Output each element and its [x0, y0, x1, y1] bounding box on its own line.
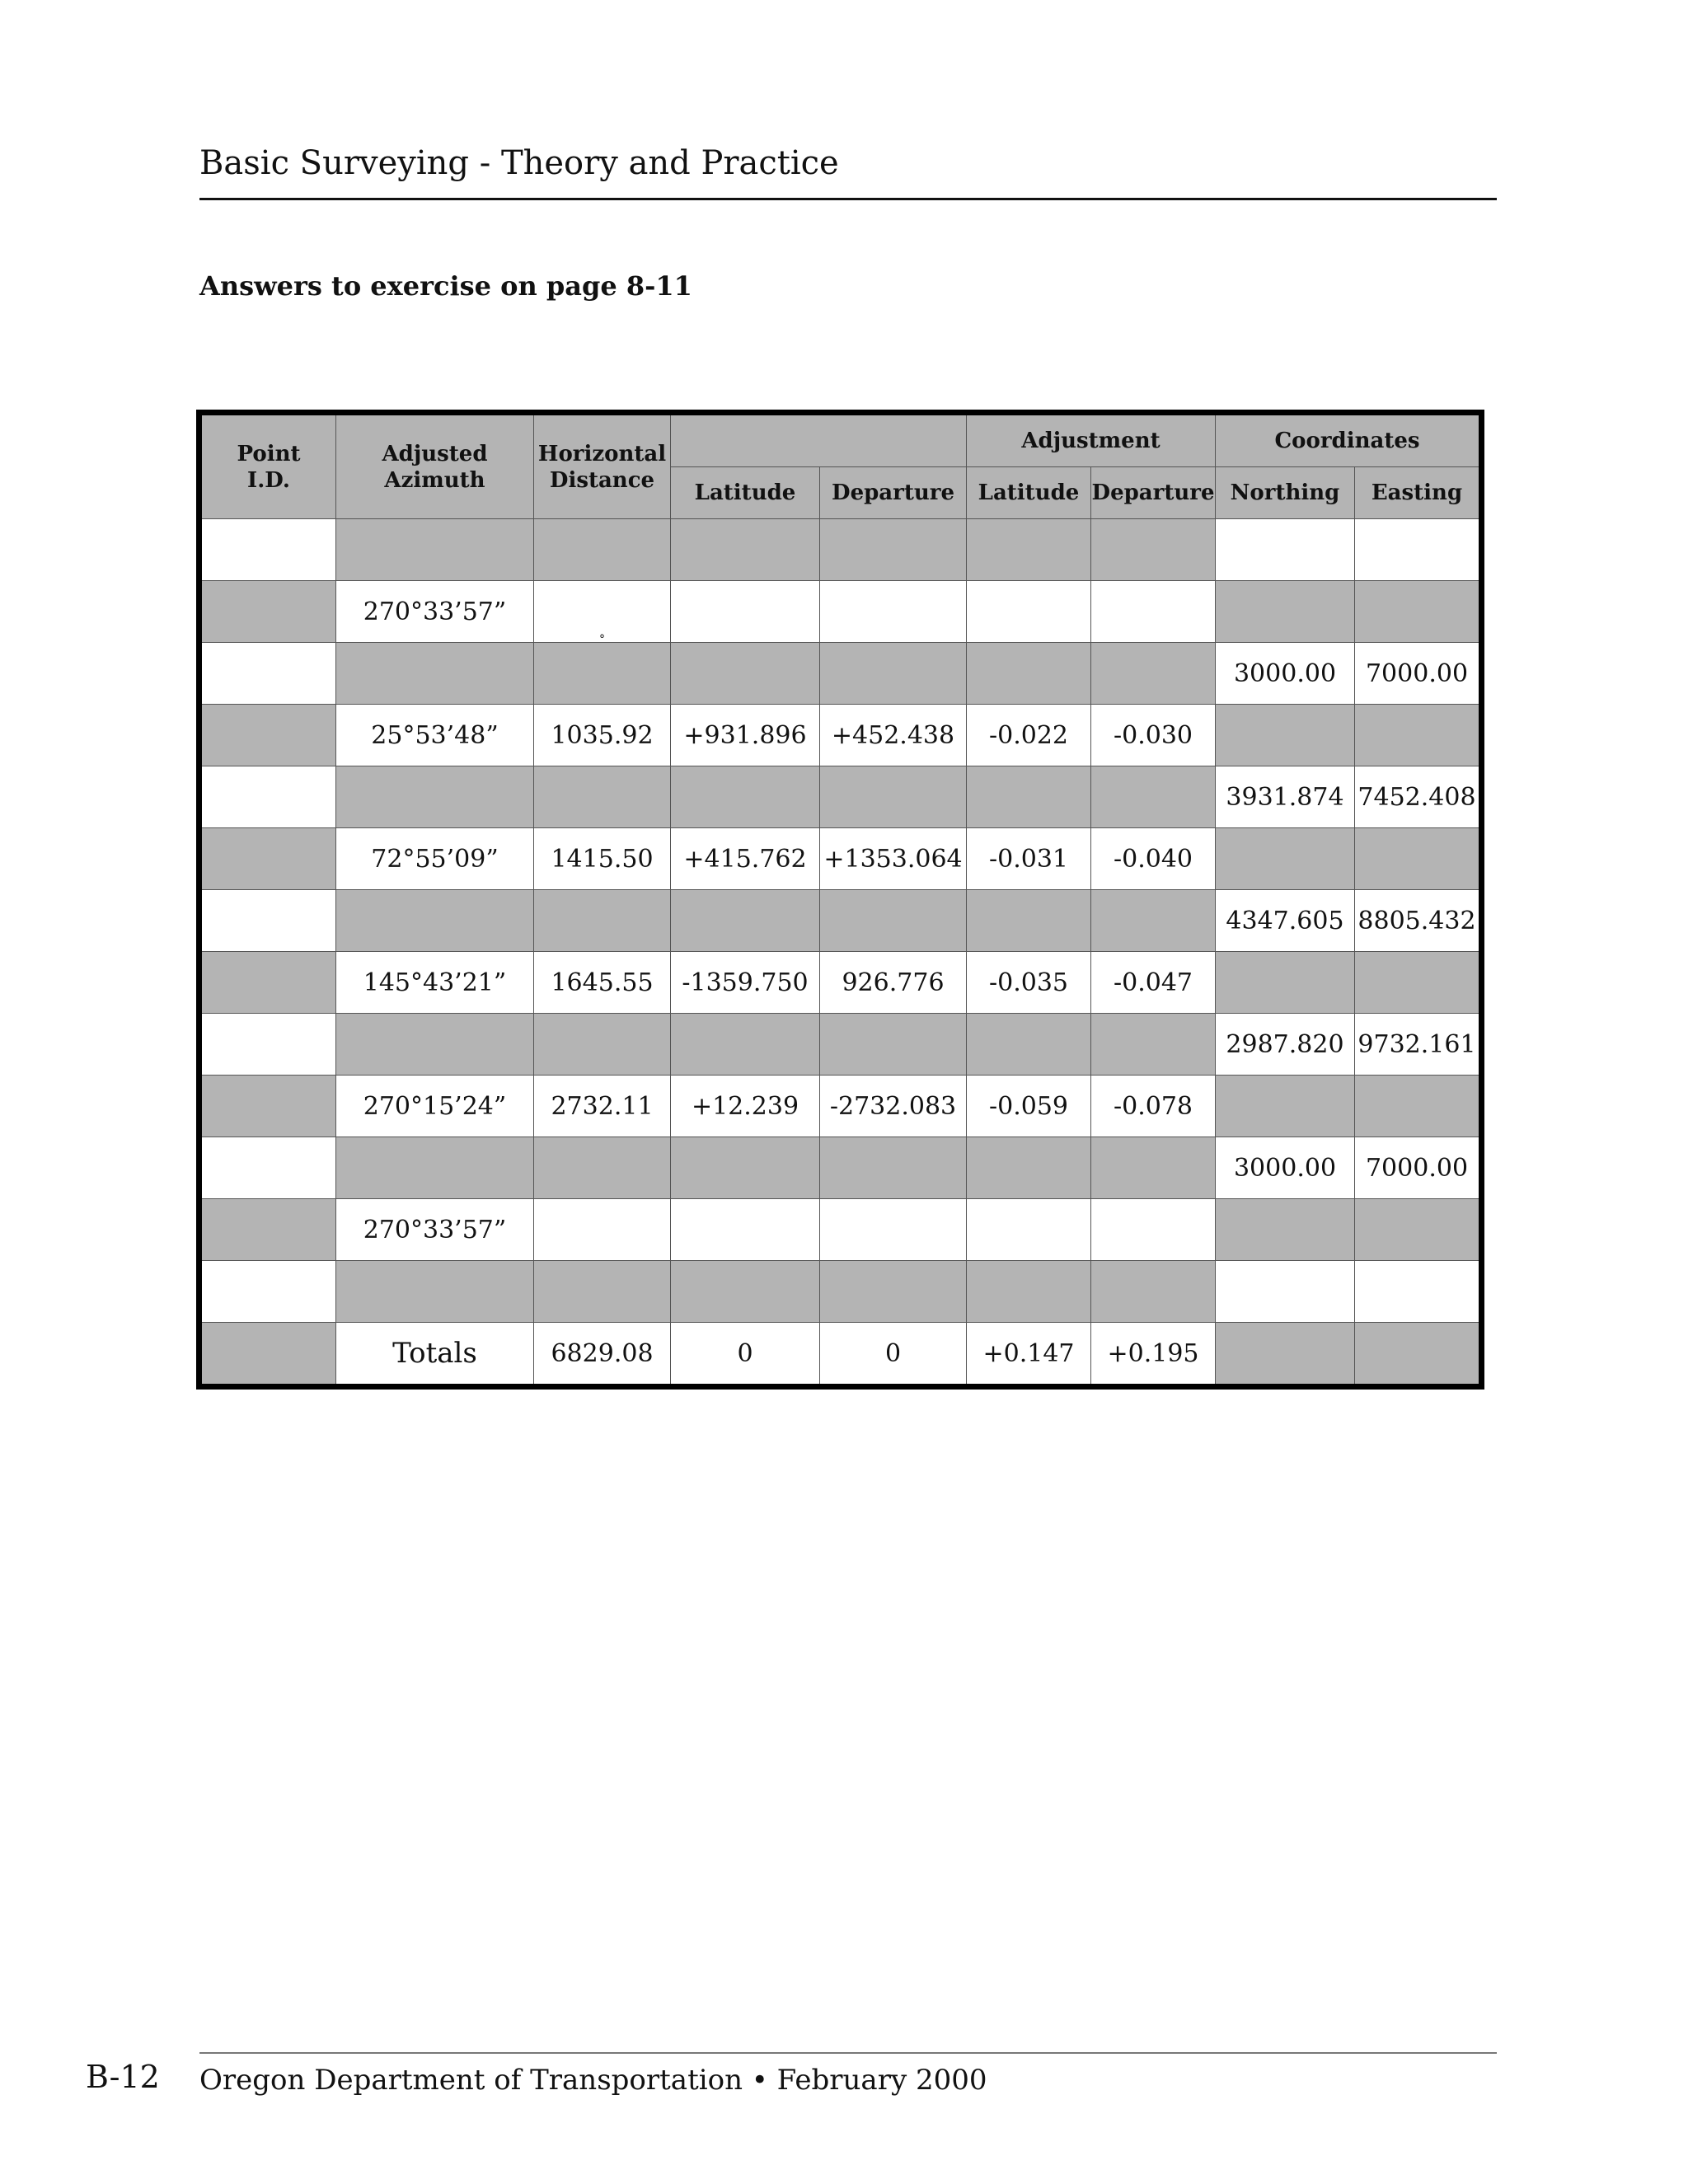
- cell-easting: 9732.161: [1355, 1014, 1482, 1076]
- cell-distance: [534, 643, 671, 705]
- cell-northing: 3000.00: [1216, 1137, 1355, 1199]
- cell-adj-latitude: [967, 643, 1091, 705]
- cell-easting: [1355, 705, 1482, 766]
- cell-distance: [534, 1199, 671, 1261]
- cell-latitude: [671, 1014, 820, 1076]
- cell-point-id: [199, 828, 336, 890]
- cell-point-id: [199, 519, 336, 581]
- cell-point-id: [199, 952, 336, 1014]
- cell-easting: [1355, 1323, 1482, 1387]
- cell-adj-latitude: [967, 1137, 1091, 1199]
- cell-distance: 1415.50: [534, 828, 671, 890]
- cell-adj-departure: [1091, 1199, 1216, 1261]
- cell-northing: [1216, 952, 1355, 1014]
- cell-adj-departure: [1091, 519, 1216, 581]
- cell-easting: [1355, 1261, 1482, 1323]
- totals-label: Totals: [336, 1323, 534, 1387]
- cell-northing: 4347.605: [1216, 890, 1355, 952]
- cell-latitude: [671, 519, 820, 581]
- cell-adj-departure: -0.030: [1091, 705, 1216, 766]
- cell-departure: [820, 643, 967, 705]
- cell-northing: [1216, 519, 1355, 581]
- cell-northing: [1216, 828, 1355, 890]
- header-adjustment: Adjustment: [967, 413, 1216, 467]
- cell-adj-latitude: [967, 1199, 1091, 1261]
- totals-departure: 0: [820, 1323, 967, 1387]
- cell-azimuth: [336, 519, 534, 581]
- cell-adj-latitude: -0.035: [967, 952, 1091, 1014]
- table-row: [199, 1261, 1482, 1323]
- cell-departure: [820, 1137, 967, 1199]
- header-latitude: Latitude: [671, 467, 820, 519]
- cell-adj-departure: [1091, 581, 1216, 643]
- cell-adj-latitude: -0.031: [967, 828, 1091, 890]
- table-row: [199, 1137, 1482, 1199]
- cell-latitude: [671, 643, 820, 705]
- cell-easting: [1355, 952, 1482, 1014]
- cell-northing: [1216, 705, 1355, 766]
- table-body: [199, 519, 1482, 1387]
- cell-distance: [534, 519, 671, 581]
- cell-latitude: [671, 1261, 820, 1323]
- cell-point-id: [199, 1076, 336, 1137]
- cell-point-id: [199, 581, 336, 643]
- cell-latitude: [671, 766, 820, 828]
- cell-adj-latitude: -0.022: [967, 705, 1091, 766]
- cell-northing: [1216, 1323, 1355, 1387]
- cell-easting: 8805.432: [1355, 890, 1482, 952]
- cell-azimuth: [336, 1261, 534, 1323]
- cell-easting: 7000.00: [1355, 1137, 1482, 1199]
- cell-northing: 3000.00: [1216, 643, 1355, 705]
- table-row: [199, 766, 1482, 828]
- page-header: [199, 140, 1497, 200]
- footer-rule: [199, 2052, 1497, 2054]
- cell-easting: [1355, 519, 1482, 581]
- table-row: [199, 952, 1482, 1014]
- cell-easting: [1355, 828, 1482, 890]
- footer-text: Oregon Department of Transportation • February 2000: [199, 2064, 987, 2097]
- cell-northing: [1216, 1261, 1355, 1323]
- cell-adj-departure: [1091, 1261, 1216, 1323]
- totals-row: [199, 1323, 1482, 1387]
- cell-distance: [534, 766, 671, 828]
- cell-latitude: [671, 581, 820, 643]
- cell-distance: [534, 1014, 671, 1076]
- cell-adj-departure: -0.040: [1091, 828, 1216, 890]
- cell-point-id: [199, 1261, 336, 1323]
- totals-latitude: 0: [671, 1323, 820, 1387]
- cell-easting: [1355, 1076, 1482, 1137]
- header-adjusted-azimuth: Adjusted Azimuth: [336, 413, 534, 519]
- cell-latitude: [671, 1137, 820, 1199]
- cell-latitude: [671, 1199, 820, 1261]
- cell-point-id: [199, 1014, 336, 1076]
- cell-point-id: [199, 890, 336, 952]
- cell-adj-latitude: [967, 581, 1091, 643]
- header-coordinates: Coordinates: [1216, 413, 1482, 467]
- table-row: [199, 890, 1482, 952]
- header-point-id: Point I.D.: [199, 413, 336, 519]
- cell-departure: +1353.064: [820, 828, 967, 890]
- cell-adj-departure: [1091, 1014, 1216, 1076]
- cell-departure: 926.776: [820, 952, 967, 1014]
- cell-departure: -2732.083: [820, 1076, 967, 1137]
- cell-distance: 1645.55: [534, 952, 671, 1014]
- cell-point-id: [199, 643, 336, 705]
- cell-azimuth: [336, 766, 534, 828]
- cell-azimuth: 25°53’48”: [336, 705, 534, 766]
- header-adj-latitude: Latitude: [967, 467, 1091, 519]
- cell-distance: 2732.11: [534, 1076, 671, 1137]
- cell-adj-departure: [1091, 766, 1216, 828]
- table-row: [199, 519, 1482, 581]
- cell-northing: [1216, 1076, 1355, 1137]
- table-row: [199, 643, 1482, 705]
- cell-azimuth: 72°55’09”: [336, 828, 534, 890]
- cell-azimuth: 145°43’21”: [336, 952, 534, 1014]
- table-row: [199, 1199, 1482, 1261]
- cell-easting: [1355, 1199, 1482, 1261]
- cell-adj-latitude: [967, 766, 1091, 828]
- cell-point-id: [199, 1137, 336, 1199]
- cell-adj-departure: -0.078: [1091, 1076, 1216, 1137]
- cell-latitude: [671, 890, 820, 952]
- table-row: [199, 705, 1482, 766]
- cell-adj-latitude: [967, 890, 1091, 952]
- cell-point-id: [199, 705, 336, 766]
- cell-latitude: +12.239: [671, 1076, 820, 1137]
- cell-northing: 2987.820: [1216, 1014, 1355, 1076]
- cell-azimuth: [336, 643, 534, 705]
- header-blank-group: [671, 413, 967, 467]
- totals-distance: 6829.08: [534, 1323, 671, 1387]
- cell-distance: [534, 1261, 671, 1323]
- header-departure: Departure: [820, 467, 967, 519]
- cell-departure: [820, 890, 967, 952]
- stray-degree-mark: °: [599, 632, 605, 643]
- header-adj-departure: Departure: [1091, 467, 1216, 519]
- cell-adj-departure: [1091, 1137, 1216, 1199]
- table-row: [199, 828, 1482, 890]
- cell-adj-departure: -0.047: [1091, 952, 1216, 1014]
- cell-departure: [820, 1199, 967, 1261]
- cell-departure: +452.438: [820, 705, 967, 766]
- section-heading: Answers to exercise on page 8-11: [199, 270, 692, 302]
- cell-departure: [820, 1261, 967, 1323]
- table-row: [199, 1014, 1482, 1076]
- cell-azimuth: [336, 1014, 534, 1076]
- cell-azimuth: [336, 890, 534, 952]
- cell-azimuth: 270°33’57”: [336, 581, 534, 643]
- cell-adj-departure: [1091, 643, 1216, 705]
- table-row: [199, 581, 1482, 643]
- header-horizontal-distance: Horizontal Distance: [534, 413, 671, 519]
- cell-latitude: -1359.750: [671, 952, 820, 1014]
- cell-point-id: [199, 1323, 336, 1387]
- cell-easting: 7452.408: [1355, 766, 1482, 828]
- cell-azimuth: [336, 1137, 534, 1199]
- cell-point-id: [199, 766, 336, 828]
- cell-azimuth: 270°15’24”: [336, 1076, 534, 1137]
- cell-adj-latitude: [967, 519, 1091, 581]
- cell-departure: [820, 581, 967, 643]
- cell-departure: [820, 766, 967, 828]
- running-title: Basic Surveying - Theory and Practice: [199, 144, 839, 182]
- cell-azimuth: 270°33’57”: [336, 1199, 534, 1261]
- table-row: [199, 1076, 1482, 1137]
- totals-adj-departure: +0.195: [1091, 1323, 1216, 1387]
- cell-adj-latitude: [967, 1014, 1091, 1076]
- totals-adj-latitude: +0.147: [967, 1323, 1091, 1387]
- header-easting: Easting: [1355, 467, 1482, 519]
- cell-latitude: +931.896: [671, 705, 820, 766]
- page-number: B-12: [86, 2059, 160, 2095]
- cell-departure: [820, 1014, 967, 1076]
- cell-distance: [534, 581, 671, 643]
- header-northing: Northing: [1216, 467, 1355, 519]
- cell-adj-departure: [1091, 890, 1216, 952]
- cell-distance: 1035.92: [534, 705, 671, 766]
- cell-distance: [534, 890, 671, 952]
- cell-northing: 3931.874: [1216, 766, 1355, 828]
- cell-adj-latitude: [967, 1261, 1091, 1323]
- cell-point-id: [199, 1199, 336, 1261]
- cell-easting: 7000.00: [1355, 643, 1482, 705]
- traverse-table: [196, 410, 1484, 1390]
- cell-northing: [1216, 1199, 1355, 1261]
- cell-easting: [1355, 581, 1482, 643]
- cell-departure: [820, 519, 967, 581]
- cell-distance: [534, 1137, 671, 1199]
- cell-latitude: +415.762: [671, 828, 820, 890]
- cell-northing: [1216, 581, 1355, 643]
- cell-adj-latitude: -0.059: [967, 1076, 1091, 1137]
